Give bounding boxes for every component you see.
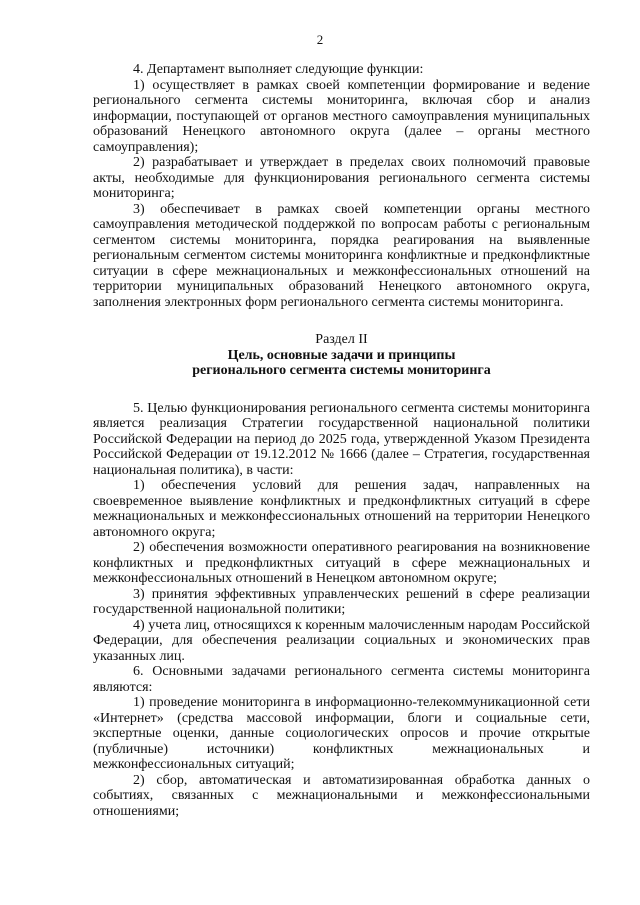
paragraph-function-2: 2) разрабатывает и утверждает в пределах своих полномочий правовые акты, необходимые для функционирования регионального сегмента системы мониторинга; xyxy=(93,155,590,201)
document-body xyxy=(93,62,590,819)
page-number: 2 xyxy=(316,32,324,47)
paragraph-goal-3: 3) принятия эффективных управленческих решений в сфере реализации государственной национальной политики; xyxy=(93,586,590,617)
paragraph-task-2: 2) сбор, автоматическая и автоматизированная обработка данных о событиях, связанных с межнациональными и межконфессиональными отношениями; xyxy=(93,772,590,819)
paragraph-goal-1: 1) обеспечения условий для решения задач, направленных на своевременное выявление конфликтных и предконфликтных ситуаций в сфере межнациональных и межконфессиональных отношений на территории Ненецкого автономного округа; xyxy=(93,478,590,540)
paragraph-goal-2: 2) обеспечения возможности оперативного реагирования на возникновение конфликтных и предконфликтных ситуаций в сфере межнациональных и межконфессиональных отношений в Ненецком автономном округе; xyxy=(93,540,590,586)
paragraph-item-5: 5. Целью функционирования регионального сегмента системы мониторинга является реализация Стратегии государственной национальной политики Российской Федерации на период до 2025 года, утвержденной Указом Президента Российской Федерации от 19.12.2012 № 1666 (далее – Стратегия, государственная национальная политика), в части: xyxy=(93,400,590,478)
paragraph-function-1: 1) осуществляет в рамках своей компетенции формирование и ведение регионального сегмента системы мониторинга, включая сбор и анализ информации, поступающей от органов местного самоуправления муниципальных образований Ненецкого автономного округа (далее – органы местного самоуправления); xyxy=(93,77,590,155)
paragraph-function-3: 3) обеспечивает в рамках своей компетенции органы местного самоуправления методической поддержкой по вопросам работы с региональным сегментом системы мониторинга, порядка реагирования на выявленные региональным сегментом системы мониторинга конфликтные и предконфликтные ситуации в сфере межнациональных и межконфессиональных отношений на территории муниципальных образований Ненецкого автономного округа, заполнения электронных форм регионального сегмента системы мониторинга. xyxy=(93,201,590,310)
paragraph-task-1: 1) проведение мониторинга в информационно-телекоммуникационной сети «Интернет» (средства массовой информации, блоги и социальные сети, экспертные оценки, данные социологических опросов и прочие открытые (публичные) источники) конфликтных межнациональных и межконфессиональных ситуаций; xyxy=(93,695,590,772)
paragraph-item-6: 6. Основными задачами регионального сегмента системы мониторинга являются: xyxy=(93,664,590,695)
paragraph-goal-4: 4) учета лиц, относящихся к коренным малочисленным народам Российской Федерации, для обеспечения реализации социальных и экономических прав указанных лиц. xyxy=(93,617,590,664)
section-label: Раздел II xyxy=(315,332,368,347)
paragraph-item-4: 4. Департамент выполняет следующие функции: xyxy=(133,62,424,77)
section-title-line-2: регионального сегмента системы мониторинга xyxy=(192,363,491,378)
section-title-line-1: Цель, основные задачи и принципы xyxy=(227,347,456,363)
